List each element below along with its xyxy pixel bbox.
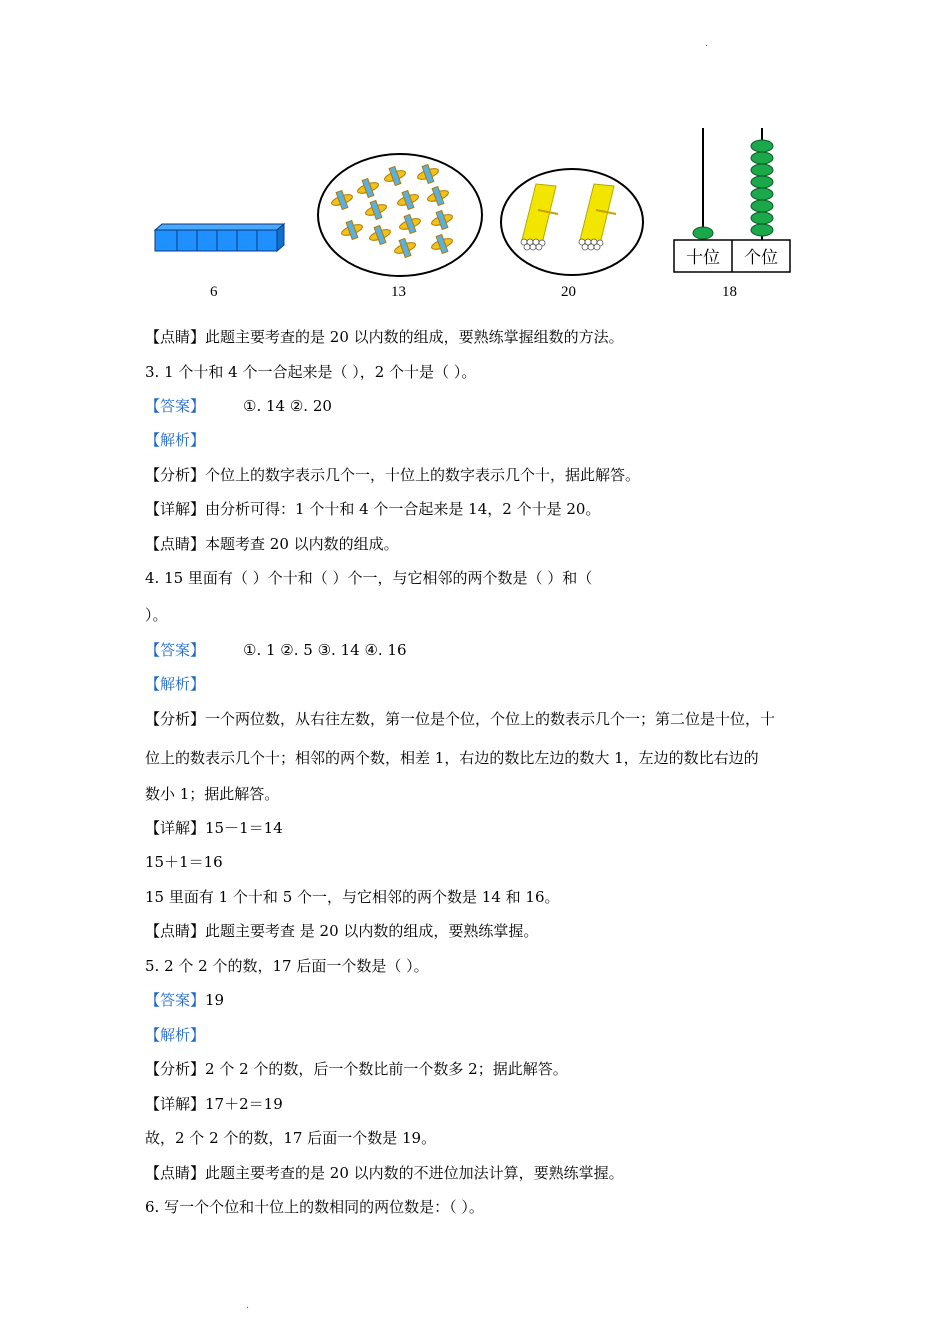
line-07: [145, 534, 399, 554]
text: 15＋1＝16: [145, 853, 223, 871]
label-xiangjie: 【详解】: [145, 1095, 206, 1113]
label-answer: 【答案】: [145, 641, 206, 659]
line-04: [145, 430, 205, 450]
label-answer: 【答案】: [145, 397, 206, 415]
line-05: [145, 465, 640, 485]
label-analysis: 【解析】: [145, 1026, 206, 1044]
line-24: [145, 1128, 436, 1148]
abacus-image: [674, 128, 790, 272]
text: 本题考查 20 以内数的组成。: [205, 535, 399, 553]
question-4: 4. 15 里面有（ ）个十和（ ）个一，与它相邻的两个数是（ ）和（: [145, 569, 593, 587]
line-23: [145, 1094, 283, 1114]
text: 位上的数表示几个十；相邻的两个数，相差 1，右边的数比左边的数大 1，左边的数比右边的: [145, 749, 759, 767]
text: 15－1＝14: [205, 819, 283, 837]
footer-dot: .: [246, 1300, 250, 1311]
line-16: [145, 852, 223, 872]
line-06: [145, 499, 600, 519]
text: 数小 1；据此解答。: [145, 785, 280, 803]
question-6: 6. 写一个个位和十位上的数相同的两位数是：（ ）。: [145, 1198, 484, 1216]
label-dianjing: 【点睛】: [145, 328, 206, 346]
number-composition-figure: [140, 120, 820, 310]
question-3: 3. 1 个十和 4 个一合起来是（ ），2 个十是（ ）。: [145, 363, 477, 381]
answer-text: ①. 14 ②. 20: [243, 397, 332, 415]
line-26: [145, 1197, 484, 1217]
line-11: [145, 674, 205, 694]
line-13: [145, 748, 759, 768]
label-dianjing: 【点睛】: [145, 922, 206, 940]
line-20: [145, 990, 224, 1010]
caption-cubes: 6: [210, 284, 218, 300]
caption-abacus: 18: [722, 284, 737, 300]
line-12: [145, 709, 775, 729]
line-17: [145, 887, 560, 907]
ones-place-label: 个位: [744, 248, 778, 268]
line-09: [145, 605, 168, 625]
question-4-cont: ）。: [145, 606, 168, 624]
text: 个位上的数字表示几个一，十位上的数字表示几个十，据此解答。: [205, 466, 641, 484]
label-xiangjie: 【详解】: [145, 500, 206, 518]
text: 15 里面有 1 个十和 5 个一，与它相邻的两个数是 14 和 16。: [145, 888, 560, 906]
label-dianjing: 【点睛】: [145, 1164, 206, 1182]
line-25: [145, 1163, 624, 1183]
airplanes-circle-image: [318, 154, 482, 276]
line-10: [145, 640, 407, 660]
unit-cubes-image: [155, 224, 284, 251]
text: 由分析可得：1 个十和 4 个一合起来是 14，2 个十是 20。: [205, 500, 601, 518]
line-22: [145, 1059, 568, 1079]
text: 2 个 2 个的数，后一个数比前一个数多 2；据此解答。: [205, 1060, 568, 1078]
line-02: [145, 362, 476, 382]
line-19: [145, 956, 429, 976]
tens-place-label: 十位: [686, 248, 720, 268]
line-18: [145, 921, 538, 941]
text: 故，2 个 2 个的数，17 后面一个数是 19。: [145, 1129, 437, 1147]
text: 一个两位数，从右往左数，第一位是个位，个位上的数表示几个一；第二位是十位，十: [205, 710, 776, 728]
label-fenxi: 【分析】: [145, 710, 206, 728]
label-analysis: 【解析】: [145, 675, 206, 693]
header-dot: .: [705, 38, 709, 49]
answer-text: ①. 1 ②. 5 ③. 14 ④. 16: [243, 641, 407, 659]
label-xiangjie: 【详解】: [145, 819, 206, 837]
answer-text: 19: [205, 991, 225, 1009]
line-03: [145, 396, 332, 416]
text: 此题主要考查的是 20 以内数的组成，要熟练掌握组数的方法。: [205, 328, 624, 346]
question-5: 5. 2 个 2 个的数，17 后面一个数是（ ）。: [145, 957, 429, 975]
label-fenxi: 【分析】: [145, 1060, 206, 1078]
line-21: [145, 1025, 205, 1045]
line-01: [145, 327, 624, 347]
line-14: [145, 784, 279, 804]
line-08: [145, 568, 592, 588]
line-15: [145, 818, 283, 838]
caption-airplanes: 13: [391, 284, 406, 300]
stick-bundles-image: [501, 169, 643, 275]
caption-sticks: 20: [561, 284, 576, 300]
label-analysis: 【解析】: [145, 431, 206, 449]
text: 17＋2＝19: [205, 1095, 283, 1113]
text: 此题主要考查的是 20 以内数的不进位加法计算，要熟练掌握。: [205, 1164, 624, 1182]
text: 此题主要考查 是 20 以内数的组成，要熟练掌握。: [205, 922, 539, 940]
label-dianjing: 【点睛】: [145, 535, 206, 553]
label-answer: 【答案】: [145, 991, 206, 1009]
label-fenxi: 【分析】: [145, 466, 206, 484]
